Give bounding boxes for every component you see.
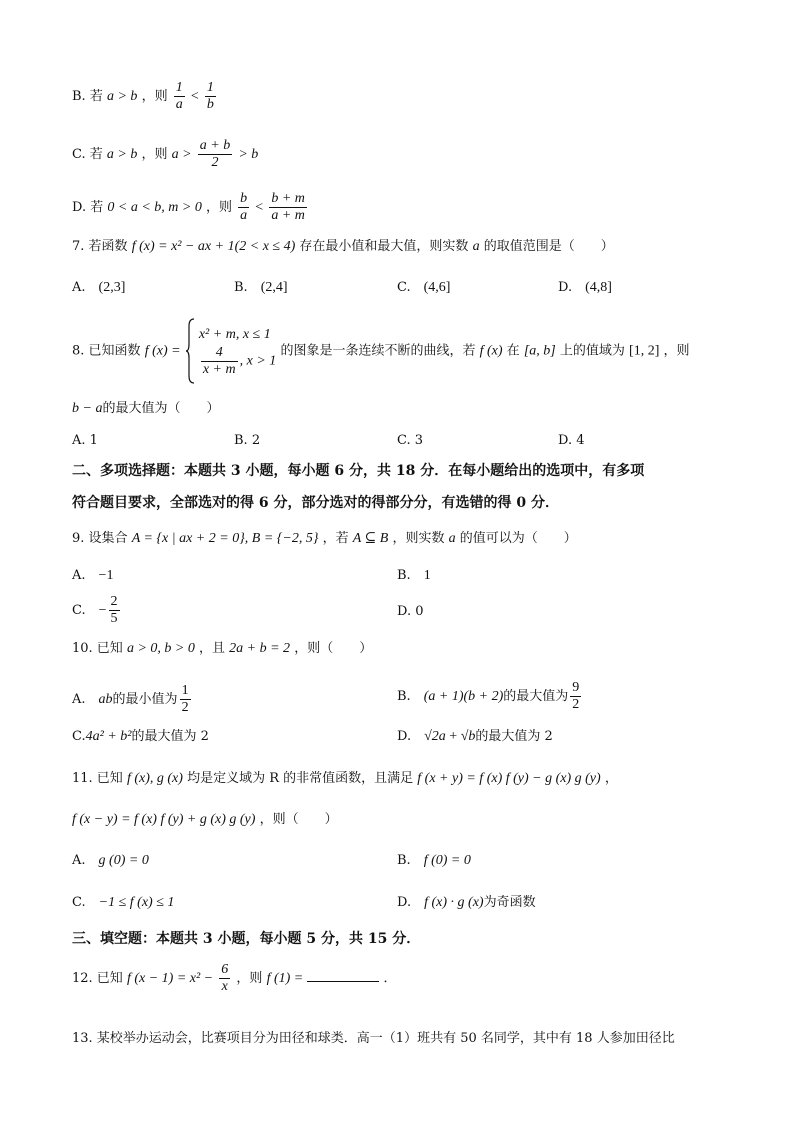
option-label: D. — [558, 280, 573, 295]
option-label: D. — [397, 729, 412, 744]
text: 7. 若函数 — [72, 239, 128, 254]
math: [1, 2] — [629, 343, 660, 359]
fraction — [238, 191, 249, 224]
math: A ⊆ B — [352, 531, 389, 546]
option-label: C. — [72, 603, 86, 618]
option-label: B. — [397, 689, 411, 704]
denominator: a + m — [271, 208, 305, 223]
numerator: b — [240, 191, 248, 206]
option-label: D. — [397, 895, 412, 910]
text: 的最大值为（ ） — [102, 401, 220, 416]
denominator: 2 — [181, 700, 189, 715]
text: 8. 已知函数 — [72, 343, 141, 359]
math: (a + 1)(b + 2) — [423, 689, 504, 704]
text: ，且 — [199, 641, 226, 656]
option-text: 的最大值为 — [503, 689, 569, 704]
condition: , x > 1 — [239, 353, 277, 369]
fraction — [269, 191, 307, 224]
option-label: A. — [72, 853, 86, 868]
q11-stem-line2 — [72, 811, 338, 829]
numerator: 2 — [110, 594, 118, 609]
text: 在 — [506, 343, 520, 359]
q9-option-b — [397, 567, 431, 585]
q8-option-d: D. 4 — [558, 433, 585, 448]
math: 2a + b = 2 — [229, 641, 291, 656]
math: √b — [460, 729, 476, 744]
q7-option-b — [234, 279, 288, 297]
text: ，若 — [322, 531, 349, 546]
math: f (x) · g (x) — [424, 895, 484, 910]
option-label: B. — [397, 853, 411, 868]
q11-option-b — [397, 852, 471, 870]
q8-option-b: B. 2 — [234, 433, 261, 448]
q11-option-a — [72, 852, 149, 870]
math: a > b — [106, 147, 138, 162]
text: ，则实数 — [392, 531, 445, 546]
option-text: g (0) = 0 — [98, 853, 149, 868]
numerator: a + b — [199, 138, 231, 153]
section-2-heading: 二、多项选择题：本题共 3 小题，每小题 6 分，共 18 分．在每小题给出的选项中，有多项 — [72, 463, 645, 479]
section-2-heading-line2: 符合题目要求，全部选对的得 6 分，部分选对的得部分分，有选错的得 0 分． — [72, 495, 559, 511]
text: ，则 — [141, 89, 168, 104]
option-label: C. — [397, 280, 411, 295]
text: 的图象是一条连续不断的曲线，若 — [280, 343, 476, 359]
text: ， — [604, 771, 618, 786]
math: f (x), g (x) — [126, 771, 183, 786]
denominator: 2 — [211, 155, 219, 170]
denominator: 5 — [110, 611, 118, 626]
numerator: 6 — [221, 962, 229, 977]
math: + — [445, 729, 461, 744]
math: 0 < a < b, m > 0 — [107, 200, 202, 215]
q9-stem — [72, 530, 577, 548]
text: 9. 设集合 — [72, 531, 128, 546]
option-label: C. — [72, 729, 86, 744]
q12-stem — [72, 962, 397, 995]
numerator: b + m — [271, 191, 305, 206]
text: ，则 — [141, 147, 168, 162]
option-text: (4,6] — [423, 280, 451, 295]
option-text: (2,4] — [260, 280, 288, 295]
fraction — [570, 680, 581, 713]
denominator: x + m — [202, 361, 236, 377]
q9-option-a — [72, 567, 113, 585]
numerator: 9 — [572, 680, 580, 695]
math: − — [98, 603, 107, 618]
q6-option-b — [72, 80, 218, 113]
option-label: A. — [72, 692, 86, 707]
denominator: x — [221, 979, 228, 994]
q8-option-c: C. 3 — [397, 433, 424, 448]
q10-option-a — [72, 683, 193, 716]
math: f (x − y) = f (x) f (y) + g (x) g (y) — [72, 812, 256, 827]
math: f (x) — [479, 343, 503, 359]
text: 11. 已知 — [72, 771, 123, 786]
option-label: B. — [234, 280, 248, 295]
math: a > 0, b > 0 — [126, 641, 195, 656]
option-text: 的最大值为 2 — [131, 729, 209, 744]
q9-option-c — [72, 594, 122, 627]
math: a > — [171, 147, 192, 162]
fraction — [198, 138, 232, 171]
q10-option-c — [72, 728, 209, 746]
math: f (x) = — [144, 343, 181, 359]
text: ，则 — [205, 200, 232, 215]
answer-blank[interactable] — [307, 967, 379, 982]
fraction — [201, 345, 238, 378]
option-label: B. — [72, 89, 86, 104]
math: √2a — [424, 729, 446, 744]
option-label: C. — [72, 147, 86, 162]
fraction: $\frac{1}{b}$ — [206, 80, 214, 112]
math: a — [472, 239, 480, 254]
math: a > b — [106, 89, 138, 104]
text: 的值可以为（ ） — [459, 531, 577, 546]
denominator: 2 — [572, 697, 580, 712]
math: > b — [238, 147, 259, 162]
option-label: A. — [72, 280, 86, 295]
math: [a, b] — [523, 343, 556, 359]
q7-option-d — [558, 279, 612, 297]
text: ． — [383, 971, 397, 986]
piecewise-cases — [199, 325, 276, 378]
q10-option-b — [397, 680, 583, 713]
numerator: 1 — [181, 683, 189, 698]
text: ，则（ ） — [294, 641, 373, 656]
math: f (x − 1) = x² − — [126, 971, 214, 986]
q8-stem-line2 — [72, 400, 219, 418]
q9-option-d: D. 0 — [397, 604, 424, 619]
option-text: −1 — [98, 568, 114, 583]
math: f (x) = x² − ax + 1(2 < x ≤ 4) — [131, 239, 296, 254]
text: 若 — [90, 200, 104, 215]
math: f (x + y) = f (x) f (y) − g (x) g (y) — [417, 771, 601, 786]
q11-option-c — [72, 894, 174, 912]
q13-stem: 13. 某校举办运动会，比赛项目分为田径和球类．高一（1）班共有 50 名同学，其中有 18 人参加田径比 — [72, 1031, 675, 1046]
section-3-heading: 三、填空题：本题共 3 小题，每小题 5 分，共 15 分． — [72, 931, 421, 947]
math: A = {x | ax + 2 = 0}, B = {−2, 5} — [131, 531, 319, 546]
option-text: 为奇函数 — [483, 895, 536, 910]
option-text: 的最小值为 — [112, 692, 178, 707]
option-text: (4,8] — [585, 280, 612, 295]
brace-icon — [185, 318, 195, 384]
q6-option-c — [72, 138, 258, 171]
math: 4a² + b² — [85, 729, 132, 744]
option-label: D. — [72, 200, 87, 215]
option-label: B. — [397, 568, 411, 583]
math: b − a — [72, 401, 103, 416]
option-text: f (0) = 0 — [423, 853, 471, 868]
numerator: 4 — [201, 345, 238, 362]
text: 的取值范围是（ ） — [483, 239, 614, 254]
q11-stem — [72, 770, 618, 788]
text: 12. 已知 — [72, 971, 123, 986]
math: < — [255, 200, 264, 215]
fraction — [219, 962, 230, 995]
option-text: 1 — [423, 568, 431, 583]
q10-option-d — [397, 728, 553, 746]
option-text: −1 ≤ f (x) ≤ 1 — [98, 895, 175, 910]
fraction — [180, 683, 191, 716]
q7-stem — [72, 238, 614, 256]
case-2 — [199, 345, 276, 378]
denominator: a — [240, 208, 248, 223]
fraction: $\frac{1}{a}$ — [175, 80, 183, 112]
text: ，则 — [236, 971, 263, 986]
text: 上的值域为 — [559, 343, 625, 359]
option-text: 的最大值为 2 — [475, 729, 553, 744]
option-label: A. — [72, 568, 86, 583]
text: 均是定义域为 R 的非常值函数，且满足 — [187, 771, 414, 786]
option-text: (2,3] — [98, 280, 126, 295]
math: ab — [98, 692, 113, 707]
text: ，则（ ） — [259, 812, 338, 827]
fraction — [109, 594, 120, 627]
text: 若 — [89, 147, 103, 162]
text: 存在最小值和最大值，则实数 — [299, 239, 469, 254]
math: f (1) = — [266, 971, 304, 986]
case-1: x² + m, x ≤ 1 — [198, 326, 271, 342]
q11-option-d — [397, 894, 536, 912]
math: < — [190, 89, 199, 104]
math: a — [448, 531, 456, 546]
q7-option-a — [72, 279, 125, 297]
text: 10. 已知 — [72, 641, 123, 656]
text: 若 — [89, 89, 103, 104]
piecewise-brace — [185, 318, 277, 384]
option-label: C. — [72, 895, 86, 910]
q6-option-d — [72, 191, 309, 224]
q8-stem — [72, 318, 690, 384]
q10-stem — [72, 640, 372, 658]
q8-option-a: A. 1 — [72, 433, 98, 448]
text: ，则 — [663, 343, 690, 359]
q7-option-c — [397, 279, 450, 297]
